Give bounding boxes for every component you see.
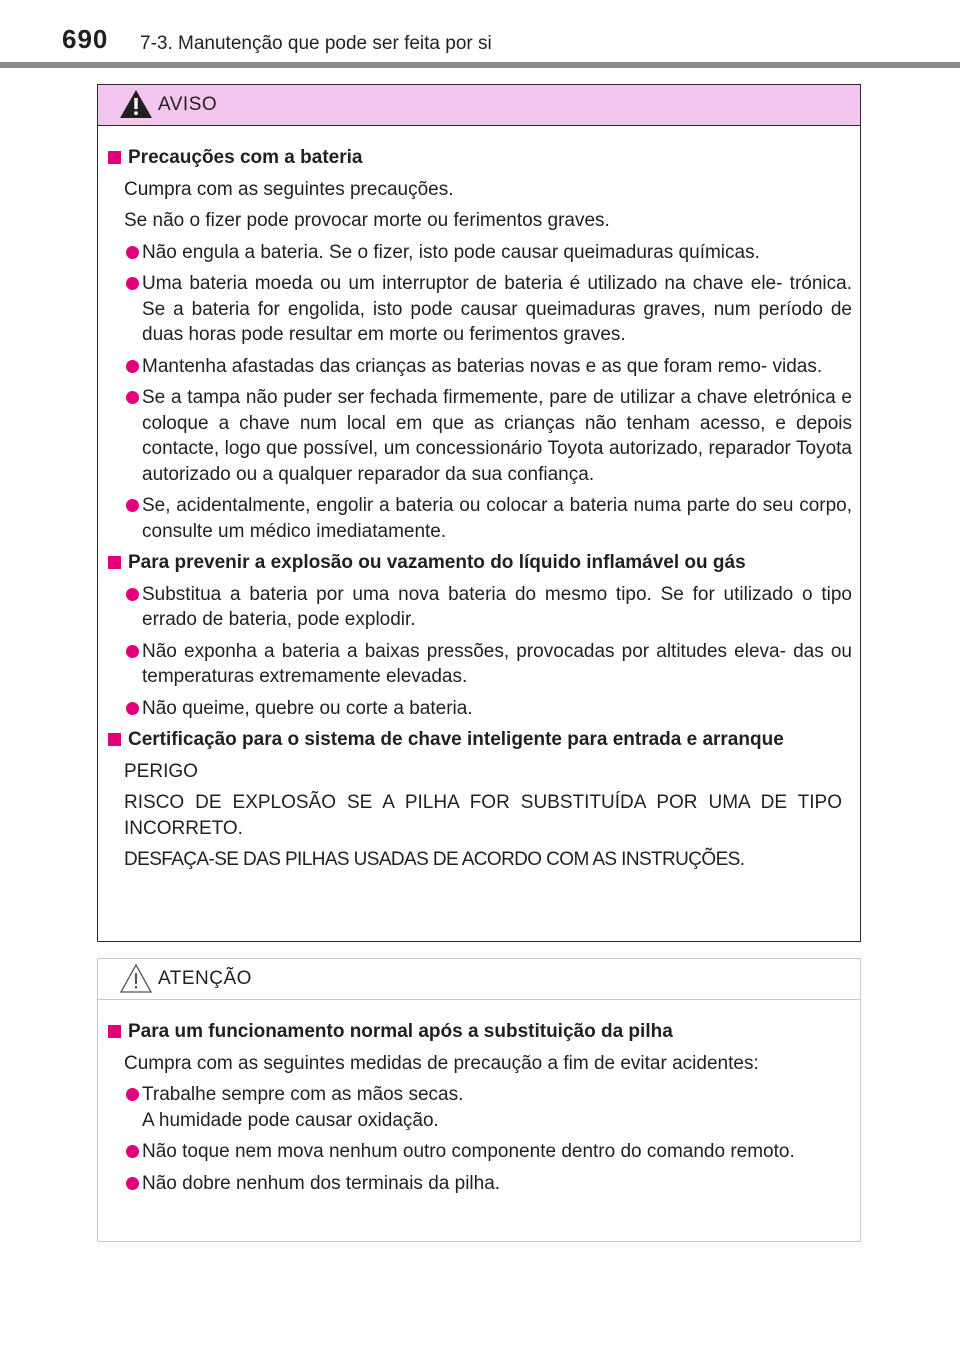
section-heading: Certificação para o sistema de chave inteligente para entrada e arranque [108, 727, 852, 753]
paragraph: Cumpra com as seguintes precauções. [124, 178, 454, 200]
list-item: Não dobre nenhum dos terminais da pilha. [108, 1171, 852, 1197]
list-item: Se a tampa não puder ser fechada firmemente, pare de utilizar a chave eletrónica e coloque a chave num local em que as crianças não tenham acesso, e depois contacte, logo que possível, um concessionário Toyota autorizado, reparador Toyota autorizado ou a qualquer reparador da sua confiança. [108, 385, 852, 487]
header-rule [0, 62, 960, 68]
square-bullet-icon [108, 151, 121, 164]
list-item: Não exponha a bateria a baixas pressões, provocadas por altitudes eleva- das ou temperaturas extremamente elevadas. [108, 639, 852, 690]
list-item: Não engula a bateria. Se o fizer, isto pode causar queimaduras químicas. [108, 240, 852, 266]
paragraph: PERIGO [124, 760, 198, 782]
warning-body [98, 126, 860, 873]
bullet-dot-icon [126, 246, 139, 259]
list-item: Mantenha afastadas das crianças as baterias novas e as que foram remo- vidas. [108, 354, 852, 380]
list-item: Se, acidentalmente, engolir a bateria ou colocar a bateria numa parte do seu corpo, consulte um médico imediatamente. [108, 493, 852, 544]
warning-header [98, 85, 860, 126]
bullet-dot-icon [126, 391, 139, 404]
list-item: Trabalhe sempre com as mãos secas. A humidade pode causar oxidação. [108, 1082, 852, 1133]
page-number: 690 [62, 24, 109, 54]
paragraph: Cumpra com as seguintes medidas de precaução a fim de evitar acidentes: [124, 1052, 759, 1074]
square-bullet-icon [108, 1025, 121, 1038]
list-item: Substitua a bateria por uma nova bateria do mesmo tipo. Se for utilizado o tipo errado de bateria, pode explodir. [108, 582, 852, 633]
warning-triangle-filled-icon [118, 88, 154, 120]
warning-box [97, 84, 861, 942]
caution-title: ATENÇÃO [158, 968, 252, 989]
section-heading: Para prevenir a explosão ou vazamento do líquido inflamável ou gás [108, 550, 852, 576]
bullet-dot-icon [126, 1177, 139, 1190]
section-heading: Precauções com a bateria [108, 145, 852, 171]
bullet-dot-icon [126, 1088, 139, 1101]
caution-header [98, 959, 860, 1000]
list-item: Não toque nem mova nenhum outro componente dentro do comando remoto. [108, 1139, 852, 1165]
bullet-dot-icon [126, 702, 139, 715]
bullet-dot-icon [126, 499, 139, 512]
section-title: 7-3. Manutenção que pode ser feita por si [140, 33, 492, 54]
page-header [0, 0, 960, 70]
list-item: Uma bateria moeda ou um interruptor de bateria é utilizado na chave ele- trónica. Se a bateria for engolida, isto pode causar queimaduras graves, num período de duas horas pode resultar em morte ou ferimentos graves. [108, 271, 852, 348]
caution-body [98, 1000, 860, 1196]
bullet-dot-icon [126, 588, 139, 601]
paragraph: Se não o fizer pode provocar morte ou ferimentos graves. [124, 210, 610, 231]
list-item: Não queime, quebre ou corte a bateria. [108, 696, 852, 722]
paragraph: DESFAÇA-SE DAS PILHAS USADAS DE ACORDO COM AS INSTRUÇÕES. [124, 849, 745, 870]
square-bullet-icon [108, 556, 121, 569]
warning-triangle-outline-icon [118, 962, 154, 994]
caution-box [97, 958, 861, 1242]
bullet-dot-icon [126, 645, 139, 658]
bullet-dot-icon [126, 360, 139, 373]
square-bullet-icon [108, 733, 121, 746]
bullet-dot-icon [126, 277, 139, 290]
bullet-dot-icon [126, 1145, 139, 1158]
paragraph: RISCO DE EXPLOSÃO SE A PILHA FOR SUBSTITUÍDA POR UMA DE TIPO INCORRETO. [124, 792, 842, 839]
section-heading: Para um funcionamento normal após a substituição da pilha [108, 1019, 852, 1045]
warning-title: AVISO [158, 94, 218, 115]
